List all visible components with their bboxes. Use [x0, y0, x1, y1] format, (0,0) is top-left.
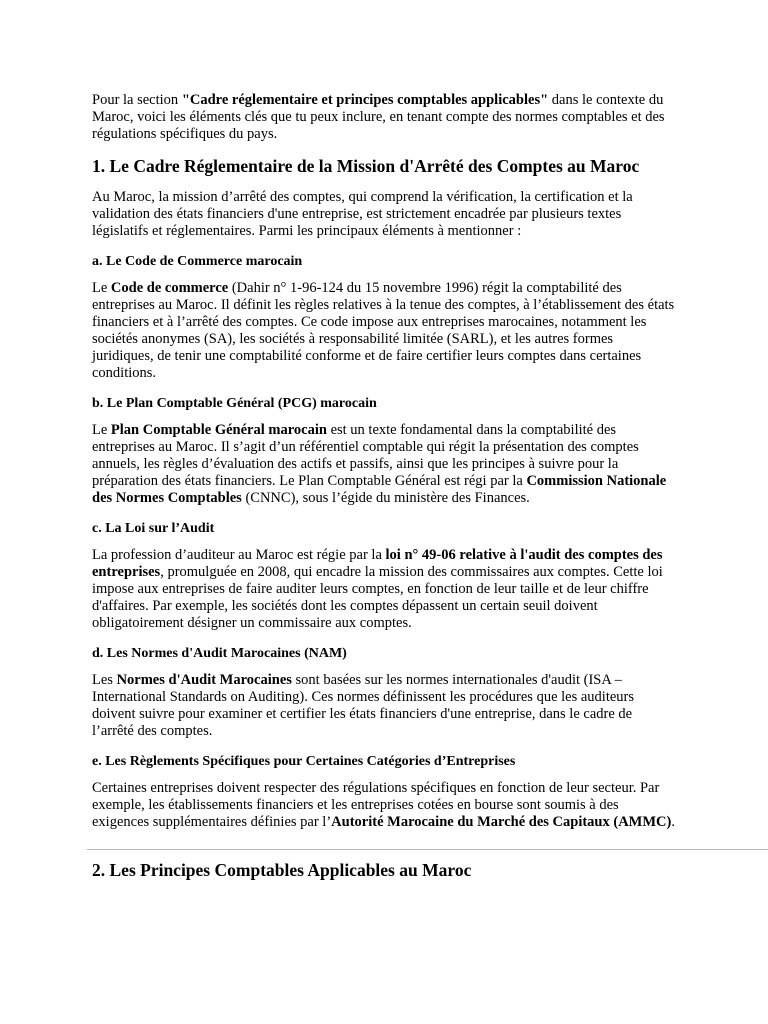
paragraph-text: .	[671, 814, 675, 830]
subsection-b-paragraph	[92, 422, 676, 507]
paragraph-bold: Code de commerce	[110, 280, 229, 296]
subsection-d-heading: d. Les Normes d'Audit Marocaines (NAM)	[92, 646, 347, 661]
paragraph-text: est un texte fondamental dans la comptabilité des entreprises au Maroc. Il s’agit d’un référentiel comptable qui régit la présentation des comptes annuels, les règles d’évaluation des actifs et passifs, ainsi que les principes à suivre pour la préparation des états financiers. Le Plan Comptable Général est régi par la	[92, 422, 639, 489]
subsection-a-heading: a. Le Code de Commerce marocain	[92, 254, 303, 269]
subsection-b-heading: b. Le Plan Comptable Général (PCG) marocain	[92, 396, 377, 411]
paragraph-bold: Commission Nationale des Normes Comptables	[92, 473, 667, 506]
intro-paragraph	[92, 92, 676, 143]
subsection-a-paragraph	[92, 280, 676, 382]
paragraph-text: , promulguée en 2008, qui encadre la mission des commissaires aux comptes. Cette loi impose aux entreprises de faire auditer leurs comptes, en fonction de leur taille et de leur chiffre d'affaires. Par exemple, les sociétés dont les comptes dépassent un certain seuil doivent obligatoirement désigner un commissaire aux comptes.	[92, 564, 663, 631]
intro-bold: "Cadre réglementaire et principes comptables applicables"	[181, 92, 549, 108]
paragraph-text: Le	[92, 422, 111, 438]
document-body	[92, 92, 676, 844]
paragraph-bold: Autorité Marocaine du Marché des Capitaux (AMMC)	[331, 814, 672, 830]
subsection-d-paragraph	[92, 672, 676, 740]
subsection-c-paragraph	[92, 547, 676, 632]
paragraph-bold: Plan Comptable Général marocain	[110, 422, 327, 438]
paragraph-text: Le	[92, 280, 111, 296]
section-2-title: 2. Les Principes Comptables Applicables au Maroc	[92, 860, 472, 880]
horizontal-divider	[87, 849, 768, 850]
paragraph-text: (CNNC), sous l’égide du ministère des Finances.	[241, 490, 530, 506]
paragraph-bold: Normes d'Audit Marocaines	[116, 672, 292, 688]
subsection-c-heading: c. La Loi sur l’Audit	[92, 521, 215, 536]
intro-text: dans le contexte du Maroc, voici les éléments clés que tu peux inclure, en tenant compte des normes comptables et des régulations spécifiques du pays.	[92, 92, 665, 142]
subsection-e-heading: e. Les Règlements Spécifiques pour Certaines Catégories d’Entreprises	[92, 754, 516, 769]
paragraph-bold: loi n° 49-06 relative à l'audit des comptes des entreprises	[92, 547, 663, 580]
intro-text: Pour la section	[92, 92, 182, 108]
paragraph-text: sont basées sur les normes internationales d'audit (ISA – International Standards on Auditing). Ces normes définissent les procédures que les auditeurs doivent suivre pour examiner et certifier les états financiers d'une entreprise, dans le cadre de l’arrêté des comptes.	[92, 672, 635, 739]
section-1-title: 1. Le Cadre Réglementaire de la Mission d'Arrêté des Comptes au Maroc	[92, 156, 640, 176]
paragraph-text: Certaines entreprises doivent respecter des régulations spécifiques en fonction de leur secteur. Par exemple, les établissements financiers et les entreprises cotées en bourse sont soumis à des exigences supplémentaires définies par l’	[92, 780, 660, 830]
subsection-e-paragraph	[92, 780, 676, 831]
section-2	[92, 855, 676, 893]
paragraph-text: Les	[92, 672, 117, 688]
section-1-intro: Au Maroc, la mission d’arrêté des comptes, qui comprend la vérification, la certification et la validation des états financiers d'une entreprise, est strictement encadrée par plusieurs textes législatifs et réglementaires. Parmi les principaux éléments à mentionner :	[92, 189, 633, 239]
paragraph-text: (Dahir n° 1-96-124 du 15 novembre 1996) régit la comptabilité des entreprises au Maroc. Il définit les règles relatives à la tenue des comptes, à l’établissement des états financiers et à l’arrêté des comptes. Ce code impose aux entreprises marocaines, notamment les sociétés anonymes (SA), les sociétés à responsabilité limitée (SARL), et les autres formes juridiques, de tenir une comptabilité conforme et de faire certifier leurs comptes dans certaines conditions.	[92, 280, 675, 381]
paragraph-text: La profession d’auditeur au Maroc est régie par la	[92, 547, 386, 563]
